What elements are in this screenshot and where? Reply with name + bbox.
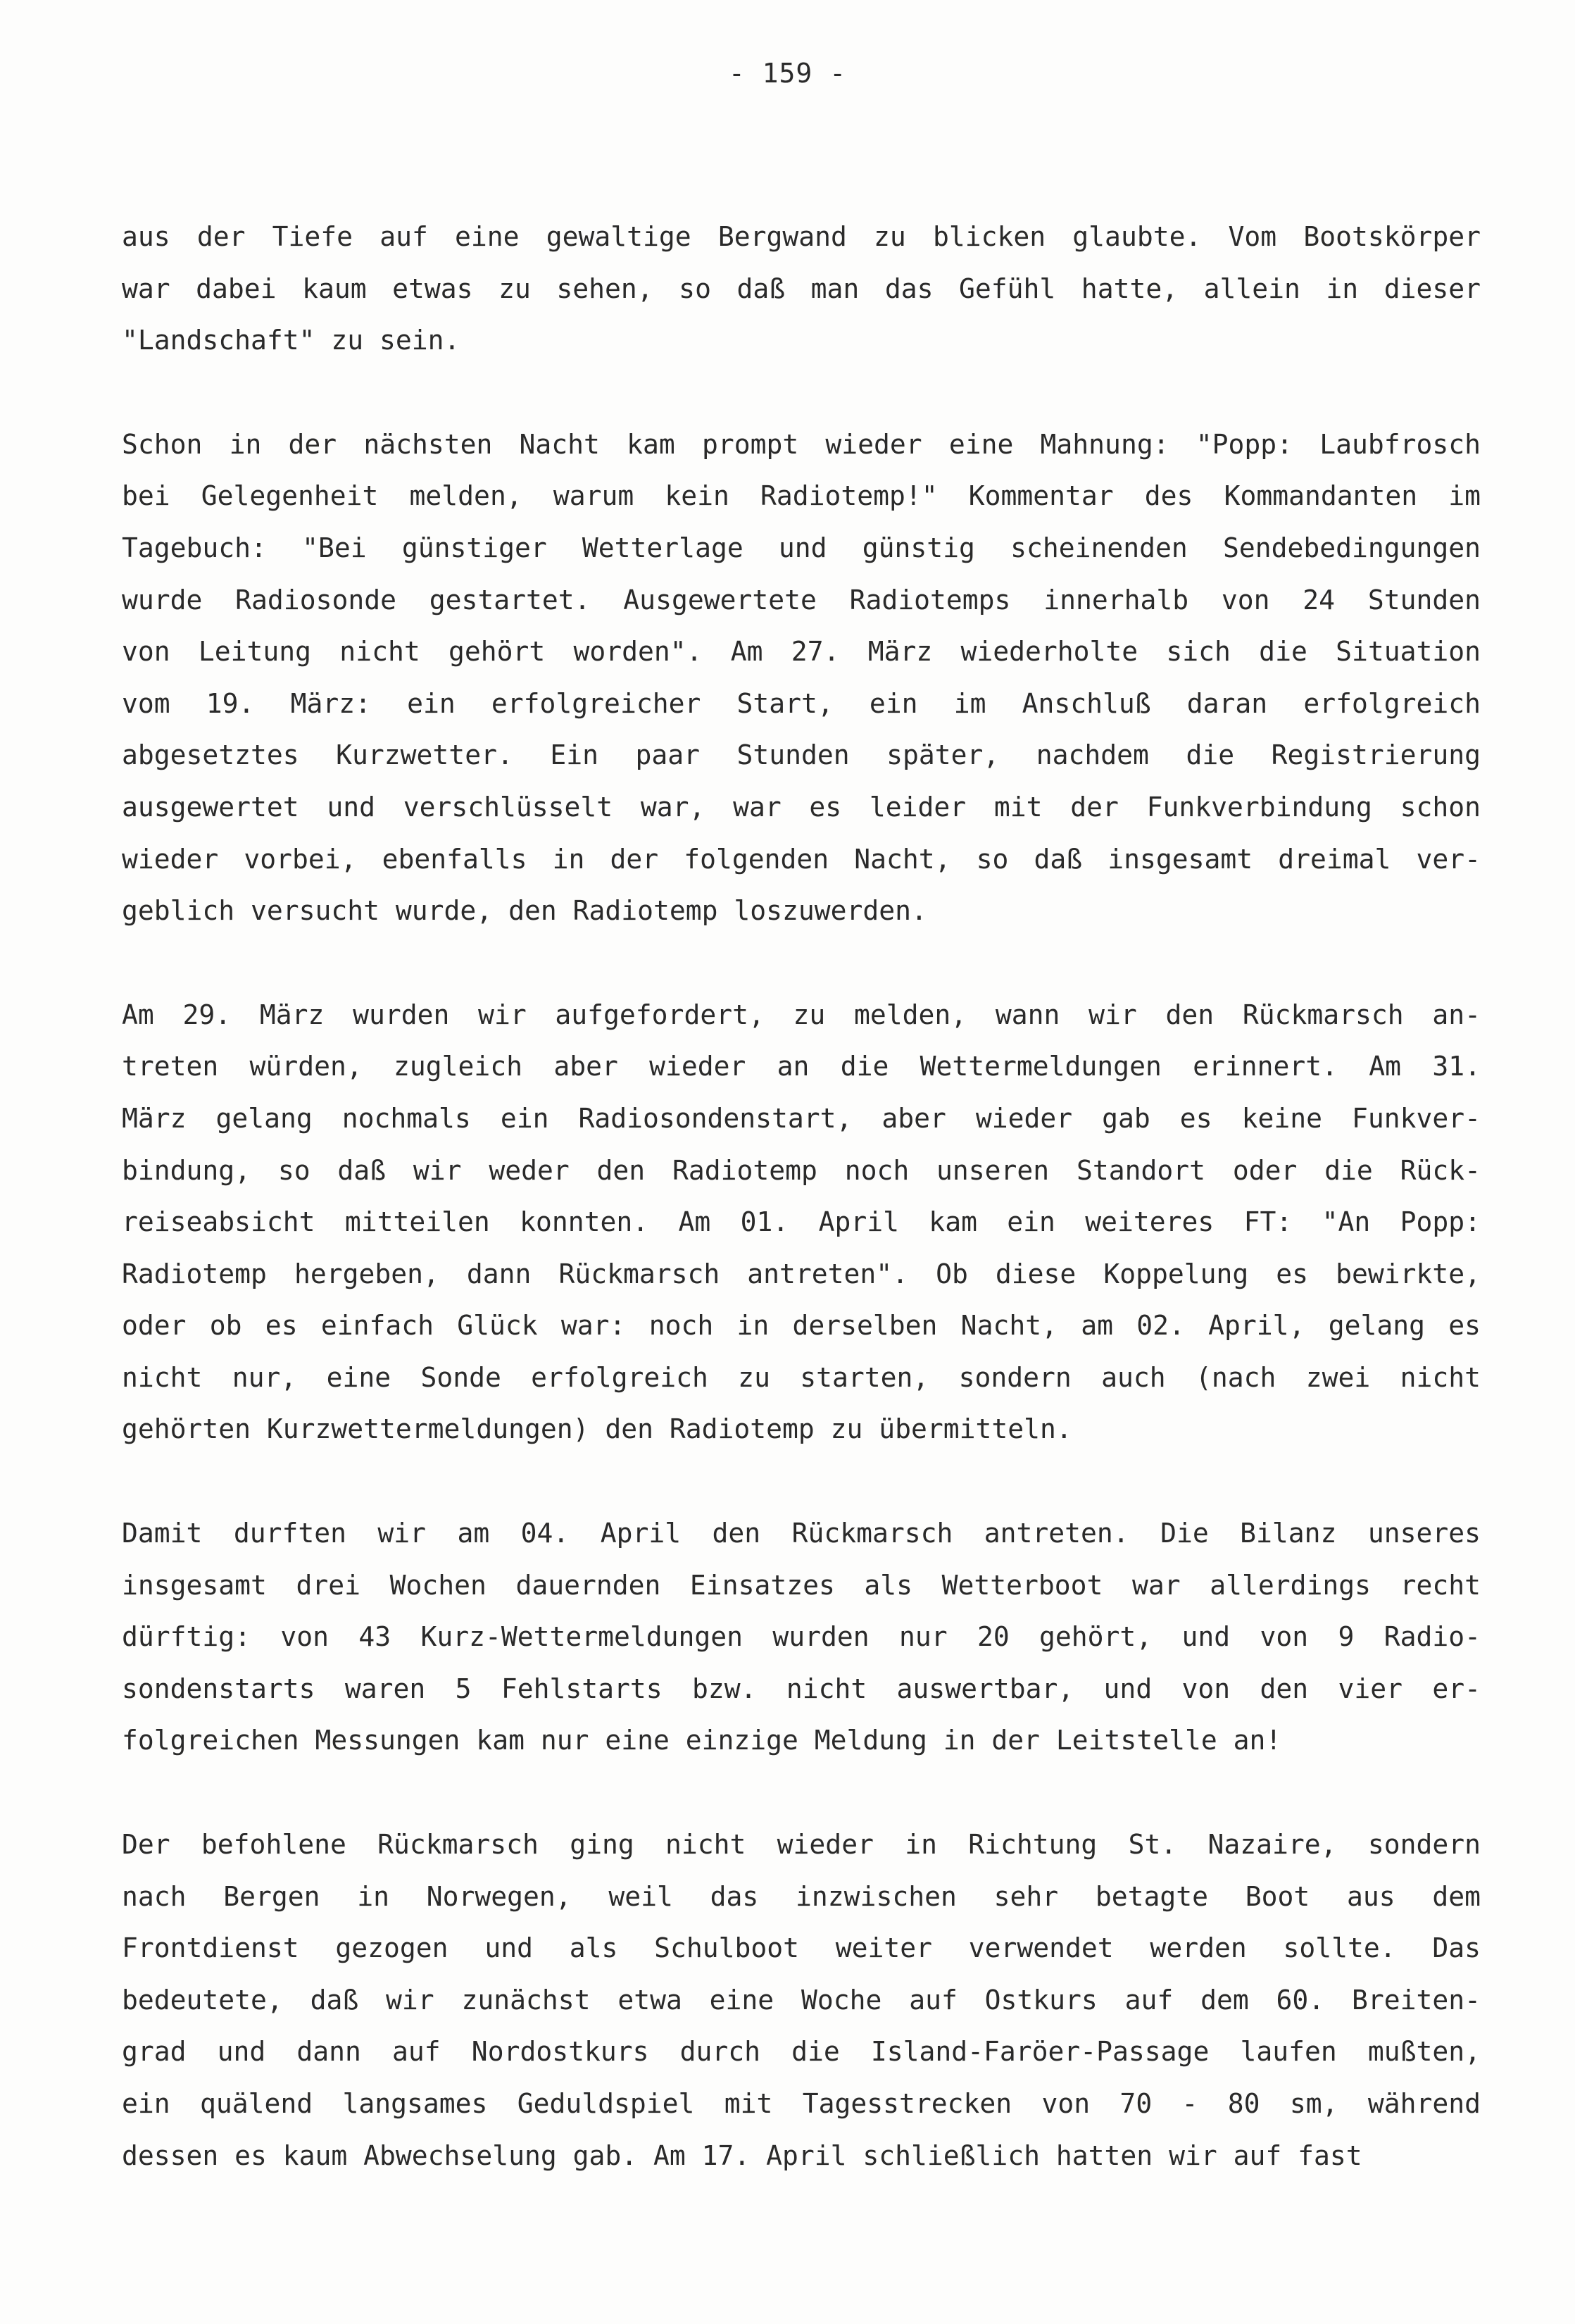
text-line: nicht nur, eine Sonde erfolgreich zu starten, sondern auch (nach zwei nicht <box>122 1361 1481 1393</box>
paragraph <box>122 989 1481 1456</box>
page-number: - 159 - <box>728 58 847 89</box>
text-line: Tagebuch: "Bei günstiger Wetterlage und günstig scheinenden Sendebedingungen <box>122 532 1481 563</box>
text-line: aus der Tiefe auf eine gewaltige Bergwand zu blicken glaubte. Vom Bootskörper <box>122 221 1481 252</box>
text-line: grad und dann auf Nordostkurs durch die Island-Faröer-Passage laufen mußten, <box>122 2036 1481 2068</box>
text-line: bei Gelegenheit melden, warum kein Radiotemp!" Kommentar des Kommandanten im <box>122 480 1481 512</box>
text-line: wurde Radiosonde gestartet. Ausgewertete Radiotemps innerhalb von 24 Stunden <box>122 584 1481 616</box>
text-line: oder ob es einfach Glück war: noch in derselben Nacht, am 02. April, gelang es <box>122 1310 1481 1342</box>
text-line: ein quälend langsames Geduldspiel mit Tagesstrecken von 70 - 80 sm, während <box>122 2088 1481 2119</box>
text-line: "Landschaft" zu sein. <box>122 325 460 356</box>
text-line: folgreichen Messungen kam nur eine einzige Meldung in der Leitstelle an! <box>122 1725 1282 1756</box>
paragraph <box>122 1508 1481 1767</box>
text-line: gehörten Kurzwettermeldungen) den Radiotemp zu übermitteln. <box>122 1413 1072 1445</box>
text-line: Der befohlene Rückmarsch ging nicht wieder in Richtung St. Nazaire, sondern <box>122 1829 1481 1861</box>
text-line: treten würden, zugleich aber wieder an die Wettermeldungen erinnert. Am 31. <box>122 1051 1481 1082</box>
text-line: nach Bergen in Norwegen, weil das inzwischen sehr betagte Boot aus dem <box>122 1880 1481 1912</box>
text-line: dessen es kaum Abwechselung gab. Am 17. April schließlich hatten wir auf fast <box>122 2139 1362 2171</box>
text-line: bindung, so daß wir weder den Radiotemp noch unseren Standort oder die Rück- <box>122 1154 1481 1186</box>
paragraph <box>122 1819 1481 2182</box>
text-line: März gelang nochmals ein Radiosondenstart, aber wieder gab es keine Funkver- <box>122 1102 1481 1134</box>
text-line: von Leitung nicht gehört worden". Am 27. März wiederholte sich die Situation <box>122 636 1481 668</box>
paragraph <box>122 211 1481 367</box>
text-line: Schon in der nächsten Nacht kam prompt wieder eine Mahnung: "Popp: Laubfrosch <box>122 428 1481 460</box>
text-line: Frontdienst gezogen und als Schulboot weiter verwendet werden sollte. Das <box>122 1932 1481 1964</box>
text-line: war dabei kaum etwas zu sehen, so daß man das Gefühl hatte, allein in dieser <box>122 273 1481 304</box>
text-line: Radiotemp hergeben, dann Rückmarsch antreten". Ob diese Koppelung es bewirkte, <box>122 1258 1481 1289</box>
text-line: geblich versucht wurde, den Radiotemp loszuwerden. <box>122 895 927 927</box>
text-line: dürftig: von 43 Kurz-Wettermeldungen wurden nur 20 gehört, und von 9 Radio- <box>122 1621 1481 1653</box>
text-line: reiseabsicht mitteilen konnten. Am 01. April kam ein weiteres FT: "An Popp: <box>122 1206 1481 1238</box>
text-line: insgesamt drei Wochen dauernden Einsatzes als Wetterboot war allerdings recht <box>122 1569 1481 1601</box>
text-line: wieder vorbei, ebenfalls in der folgenden Nacht, so daß insgesamt dreimal ver- <box>122 843 1481 875</box>
text-line: vom 19. März: ein erfolgreicher Start, ein im Anschluß daran erfolgreich <box>122 687 1481 719</box>
paragraph <box>122 419 1481 937</box>
text-line: abgesetztes Kurzwetter. Ein paar Stunden später, nachdem die Registrierung <box>122 739 1481 771</box>
text-line: sondenstarts waren 5 Fehlstarts bzw. nicht auswertbar, und von den vier er- <box>122 1673 1481 1704</box>
text-line: Damit durften wir am 04. April den Rückmarsch antreten. Die Bilanz unseres <box>122 1518 1481 1549</box>
body-text <box>122 211 1481 2234</box>
text-line: Am 29. März wurden wir aufgefordert, zu melden, wann wir den Rückmarsch an- <box>122 999 1481 1030</box>
text-line: bedeutete, daß wir zunächst etwa eine Woche auf Ostkurs auf dem 60. Breiten- <box>122 1984 1481 2016</box>
text-line: ausgewertet und verschlüsselt war, war es leider mit der Funkverbindung schon <box>122 791 1481 823</box>
